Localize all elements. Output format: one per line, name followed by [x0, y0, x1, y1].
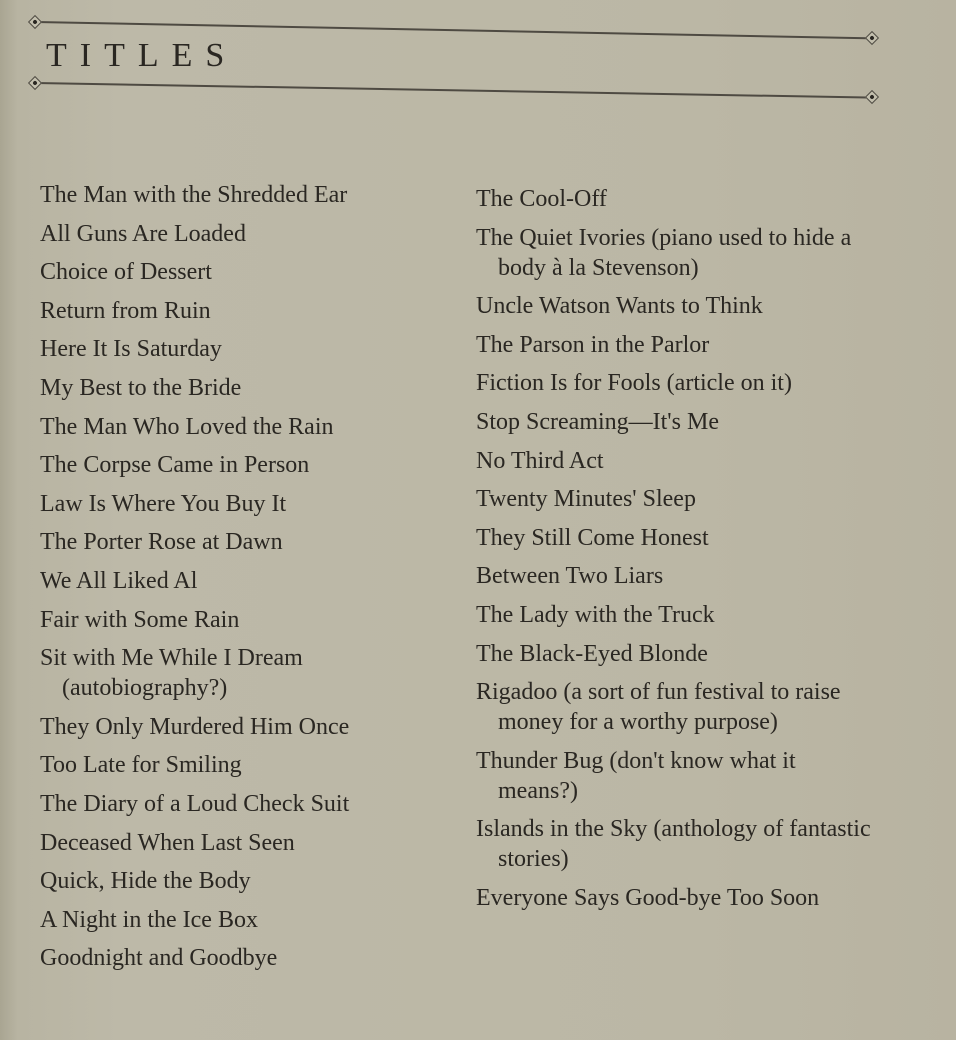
title-item: The Porter Rose at Dawn	[40, 529, 283, 556]
title-item: Law Is Where You Buy It	[40, 490, 287, 517]
title-item: The Parson in the Parlor	[476, 331, 710, 358]
diamond-ornament-icon	[28, 15, 42, 29]
title-item: The Diary of a Loud Check Suit	[40, 790, 350, 817]
title-item: Islands in the Sky (anthology of fantastic stories)	[476, 816, 871, 873]
title-item: Here It Is Saturday	[40, 336, 222, 363]
title-item: My Best to the Bride	[40, 374, 242, 401]
title-item: A Night in the Ice Box	[40, 906, 258, 933]
title-item: Thunder Bug (don't know what it means?)	[476, 747, 796, 804]
title-item: Twenty Minutes' Sleep	[476, 486, 696, 513]
title-item: Everyone Says Good-bye Too Soon	[476, 884, 820, 911]
title-item: Quick, Hide the Body	[40, 868, 251, 895]
title-item: The Man Who Loved the Rain	[40, 413, 334, 440]
title-item: All Guns Are Loaded	[40, 220, 246, 247]
title-item: Choice of Dessert	[40, 259, 212, 286]
title-item: No Third Act	[476, 447, 604, 474]
title-item: They Only Murdered Him Once	[40, 713, 350, 740]
title-item: Fair with Some Rain	[40, 606, 240, 633]
title-item: The Corpse Came in Person	[40, 452, 310, 479]
title-item: Fiction Is for Fools (article on it)	[476, 370, 792, 397]
title-item: Sit with Me While I Dream (autobiography?)	[40, 645, 303, 702]
diamond-ornament-icon	[865, 90, 879, 104]
titles-list-left	[40, 180, 460, 982]
title-item: The Black-Eyed Blonde	[476, 640, 708, 667]
title-item: Stop Screaming—It's Me	[476, 408, 719, 435]
title-item: The Man with the Shredded Ear	[40, 182, 348, 208]
title-item: Goodnight and Goodbye	[40, 945, 278, 972]
title-item: The Quiet Ivories (piano used to hide a body à la Stevenson)	[476, 224, 852, 281]
title-item: Between Two Liars	[476, 563, 664, 590]
title-item: Return from Ruin	[40, 297, 211, 324]
title-item: Uncle Watson Wants to Think	[476, 293, 763, 320]
title-item: We All Liked Al	[40, 567, 198, 594]
titles-list-right	[476, 184, 896, 922]
title-item: Deceased When Last Seen	[40, 829, 295, 856]
diamond-ornament-icon	[865, 31, 879, 45]
page-title: TITLES	[46, 37, 238, 74]
bottom-rule-divider	[36, 82, 874, 99]
title-item: The Cool-Off	[476, 186, 607, 212]
title-item: Rigadoo (a sort of fun festival to raise money for a worthy purpose)	[476, 679, 841, 736]
diamond-ornament-icon	[28, 76, 42, 90]
title-item: They Still Come Honest	[476, 524, 709, 551]
title-item: The Lady with the Truck	[476, 601, 715, 628]
title-item: Too Late for Smiling	[40, 752, 242, 779]
